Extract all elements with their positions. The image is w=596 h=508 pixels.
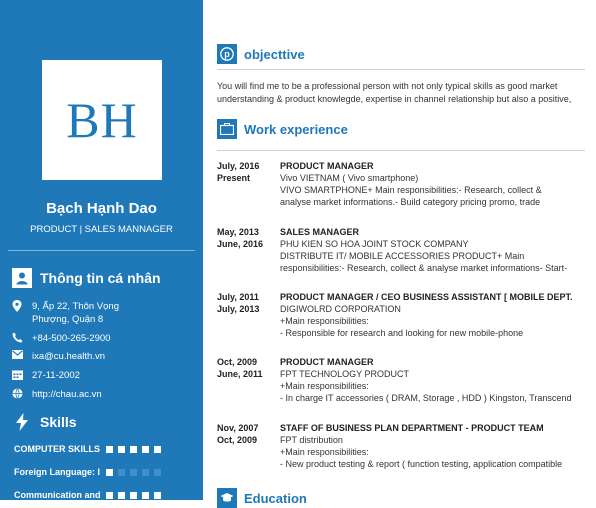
skill-rating: [106, 469, 161, 476]
job-body: [280, 291, 590, 339]
job-dates: [217, 356, 277, 380]
job-line: FPT distribution: [280, 435, 343, 445]
avatar-initials: BH: [66, 92, 138, 148]
job-line: responsibilities:- Research, collect & analyse market informations- Start-: [280, 263, 568, 273]
graduation-cap-icon: [217, 488, 237, 508]
skill-label: COMPUTER SKILLS: [14, 444, 101, 454]
job-date-end: Present: [217, 173, 251, 183]
info-title: Thông tin cá nhân: [40, 270, 161, 286]
calendar-icon: [12, 369, 32, 384]
objective-heading: [217, 44, 305, 64]
contact-address: [12, 300, 119, 326]
avatar: [42, 60, 162, 180]
job-title: STAFF OF BUSINESS PLAN DEPARTMENT - PRODUCT TEAM: [280, 423, 544, 433]
skill-label: Foreign Language: I: [14, 467, 101, 477]
job-body: [280, 356, 590, 404]
job-dates: [217, 226, 277, 250]
contact-email-text: ixa@cu.health.vn: [32, 351, 106, 362]
briefcase-icon: [217, 119, 237, 139]
skill-dot: [142, 492, 149, 499]
job-date-start: May, 2013: [217, 227, 259, 237]
sidebar: [0, 0, 203, 500]
job-title: SALES MANAGER: [280, 227, 360, 237]
contact-address-line: 9, Ấp 22, Thôn Vọng: [32, 301, 119, 312]
info-heading: [12, 268, 161, 288]
skill-dot: [118, 469, 125, 476]
job-line: - Responsible for research and looking for new mobile-phone: [280, 328, 524, 338]
objective-text: [217, 80, 589, 106]
contact-phone: [12, 332, 110, 347]
skill-row: [14, 490, 161, 500]
job-line: - New product testing & report ( function testing, application compatible: [280, 459, 563, 469]
map-pin-icon: [12, 300, 32, 326]
job-line: FPT TECHNOLOGY PRODUCT: [280, 369, 410, 379]
phone-icon: [12, 332, 32, 347]
job-line: +Main responsibilities:: [280, 447, 369, 457]
skill-dot: [106, 469, 113, 476]
job-line: analyse market informations.- Build category pricing promo, trade: [280, 197, 541, 207]
work-title: Work experience: [244, 121, 348, 137]
job-date-end: Oct, 2009: [217, 435, 258, 445]
contact-website[interactable]: [12, 388, 102, 403]
pinterest-icon: [217, 44, 237, 64]
job-title: PRODUCT MANAGER / CEO BUSINESS ASSISTANT [ MOBILE DEPT.: [280, 292, 573, 302]
job-dates: [217, 291, 277, 315]
contact-birthday: [12, 369, 80, 384]
skill-dot: [106, 446, 113, 453]
email-icon: [12, 350, 32, 363]
section-divider: [217, 69, 585, 70]
contact-website-link[interactable]: http://chau.ac.vn: [32, 389, 102, 400]
job-title: PRODUCT MANAGER: [280, 357, 374, 367]
job-date-start: Oct, 2009: [217, 357, 258, 367]
skill-dot: [154, 446, 161, 453]
skills-heading: [12, 412, 77, 432]
contact-email: [12, 350, 105, 363]
job-line: DIGIWOLRD CORPORATION: [280, 304, 401, 314]
job-line: VIVO SMARTPHONE+ Main responsibilities:- Research, collect &: [280, 185, 542, 195]
job-line: DISTRIBUTE IT/ MOBILE ACCESSORIES PRODUCT+ Main: [280, 251, 525, 261]
skill-dot: [154, 469, 161, 476]
skill-rating: [106, 446, 161, 453]
objective-title: objecttive: [244, 46, 305, 62]
user-icon: [12, 268, 32, 288]
education-title: Education: [244, 490, 307, 506]
skill-rating: [106, 492, 161, 499]
globe-icon: [12, 388, 32, 403]
skill-dot: [142, 446, 149, 453]
education-heading: [217, 488, 307, 508]
skills-title: Skills: [40, 414, 77, 430]
job-line: Vivo VIETNAM ( Vivo smartphone): [280, 173, 419, 183]
job-title: PRODUCT MANAGER: [280, 161, 374, 171]
skill-dot: [106, 492, 113, 499]
job-date-end: June, 2011: [217, 369, 263, 379]
section-divider: [217, 150, 585, 151]
main-content: [203, 0, 596, 506]
skill-dot: [130, 492, 137, 499]
skill-dot: [142, 469, 149, 476]
objective-line: understanding & product knowlegde, expertise in channel relationship but also a positive,: [217, 94, 572, 104]
job-date-end: July, 2013: [217, 304, 260, 314]
job-body: [280, 226, 590, 274]
job-line: PHU KIEN SO HOA JOINT STOCK COMPANY: [280, 239, 469, 249]
objective-line: You will find me to be a professional person with not only typical skills as good market: [217, 81, 558, 91]
skill-dot: [118, 492, 125, 499]
job-line: - In charge IT accessories ( DRAM, Storage , HDD ) Kingston, Transcend: [280, 393, 572, 403]
job-line: +Main responsibilities:: [280, 381, 369, 391]
contact-phone-text: +84-500-265-2900: [32, 333, 111, 344]
skill-row: [14, 444, 161, 454]
job-line: +Main responsibilities:: [280, 316, 369, 326]
job-date-start: July, 2011: [217, 292, 259, 302]
lightning-icon: [12, 412, 32, 432]
person-name: Bạch Hạnh Dao: [46, 200, 157, 217]
skill-dot: [118, 446, 125, 453]
contact-birthday-text: 27-11-2002: [32, 370, 80, 381]
work-heading: [217, 119, 348, 139]
svg-text:p: p: [224, 49, 230, 60]
contact-address-line: Phượng, Quận 8: [32, 314, 104, 325]
job-dates: [217, 422, 277, 446]
job-date-start: July, 2016: [217, 161, 260, 171]
skill-dot: [130, 469, 137, 476]
job-date-end: June, 2016: [217, 239, 264, 249]
skill-row: [14, 467, 161, 477]
job-body: [280, 422, 590, 470]
person-role: PRODUCT | SALES MANNAGER: [30, 224, 173, 235]
job-dates: [217, 160, 277, 184]
skill-dot: [130, 446, 137, 453]
sidebar-divider: [8, 250, 195, 251]
job-date-start: Nov, 2007: [217, 423, 259, 433]
skill-dot: [154, 492, 161, 499]
job-body: [280, 160, 590, 208]
skill-label: Communication and: [14, 490, 101, 500]
